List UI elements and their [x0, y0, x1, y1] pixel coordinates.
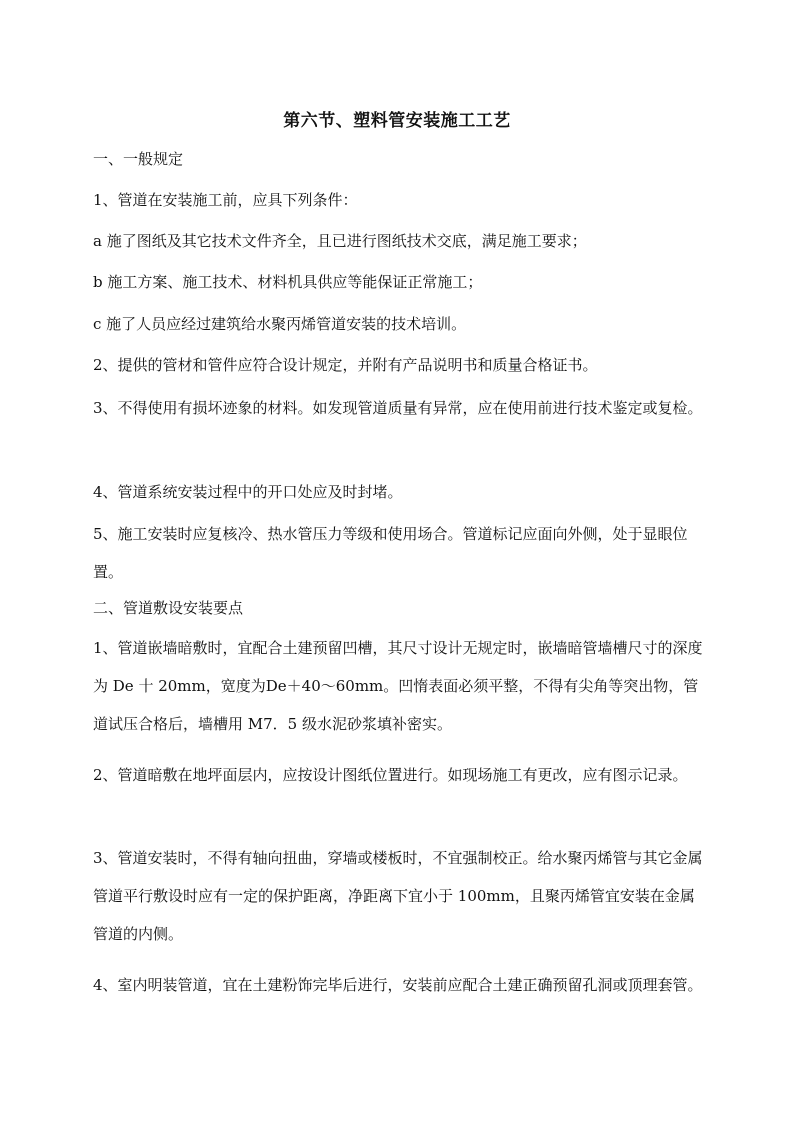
- paragraph-wall-embedding: 1、管道嵌墙暗敷时，宜配合土建预留凹槽，其尺寸设计无规定时，嵌墙暗管墙槽尺寸的深度为 De 十 20mm，宽度为De＋40～60mm。凹惰表面必须平整，不得有尖角等突出物，管道试压合格后，墙槽用 M7．5 级水泥砂浆填补密实。: [93, 639, 703, 733]
- paragraph-damaged-materials: 3、不得使用有损坏迹象的材料。如发现管道质量有异常，应在使用前进行技术鉴定或复检。: [93, 399, 703, 417]
- page-title: 第六节、塑料管安装施工工艺: [283, 111, 511, 131]
- paragraph-surface-mounted: 4、室内明装管道，宜在土建粉饰完毕后进行，安装前应配合土建正确预留孔洞或顶理套管。: [93, 976, 703, 994]
- section-heading-laying: 二、管道敷设安装要点: [93, 599, 244, 617]
- paragraph-condition-a: a 施了图纸及其它技术文件齐全，且已进行图纸技术交底，满足施工要求；: [93, 232, 587, 250]
- paragraph-floor-embedding: 2、管道暗敷在地坪面层内，应按设计图纸位置进行。如现场施工有更改，应有图示记录。: [93, 766, 688, 784]
- paragraph-condition-b: b 施工方案、施工技术、材料机具供应等能保证正常施工；: [93, 273, 483, 291]
- paragraph-pressure-check: 5、施工安装时应复核冷、热水管压力等级和使用场合。管道标记应面向外侧，处于显眼位置。: [93, 525, 688, 581]
- paragraph-openings: 4、管道系统安装过程中的开口处应及时封堵。: [93, 483, 403, 501]
- section-heading-general: 一、一般规定: [93, 150, 184, 168]
- paragraph-installation: 3、管道安装时，不得有轴向扭曲，穿墙或楼板时，不宜强制校正。给水聚丙烯管与其它金属管道平行敷设时应有一定的保护距离，净距离下宜小于 100mm，且聚丙烯管宜安装在金属管道的内侧。: [93, 849, 703, 943]
- paragraph-conditions: 1、管道在安装施工前，应具下列条件：: [93, 191, 358, 209]
- paragraph-condition-c: c 施了人员应经过建筑给水聚丙烯管道安装的技术培训。: [93, 315, 467, 333]
- paragraph-materials: 2、提供的管材和管件应符合设计规定，并附有产品说明书和质量合格证书。: [93, 356, 598, 374]
